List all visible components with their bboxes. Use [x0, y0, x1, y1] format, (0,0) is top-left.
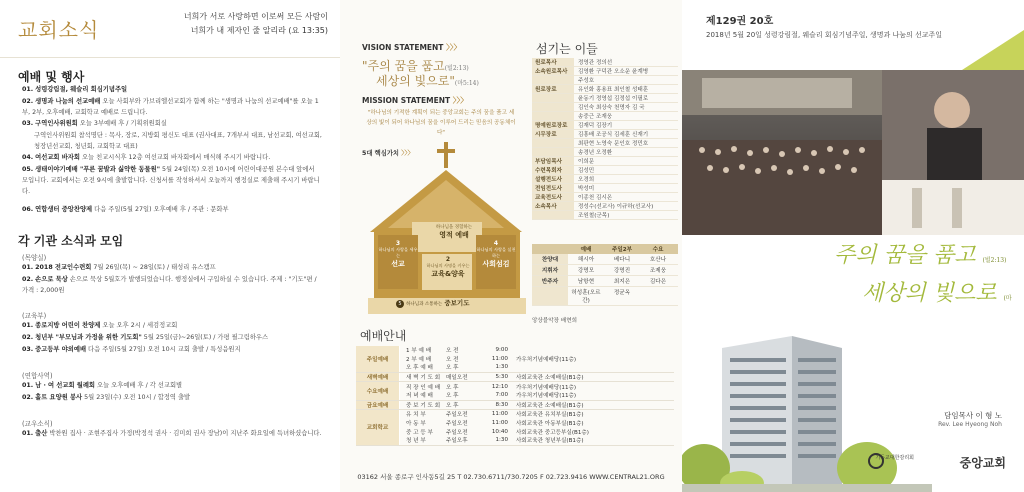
staff-row	[532, 85, 678, 94]
core-value-name: 선교	[391, 260, 405, 268]
group-item-body: 손으로 묵상 5월호가 발행되었습니다. 행정실에서 구입하실 수 있습니다. 주제 : "기도"편 / 가격 : 2,000원	[22, 276, 317, 294]
group-label: (목양실)	[22, 254, 47, 262]
worship-cell: 8:30	[495, 401, 508, 408]
worship-line	[400, 401, 674, 410]
worship-cell: 10:40	[491, 428, 508, 435]
staff-row	[532, 67, 678, 76]
worship-lines	[400, 410, 674, 444]
staff-role: 소속원로목사	[532, 67, 574, 75]
staff-names: 김흥배 조공식 김세훈 신재기	[578, 132, 649, 138]
news-item-body: 오늘 3부예배 후 / 기획위원회실	[77, 120, 167, 127]
vision-text: "주의 꿈을 품고	[362, 59, 445, 73]
bulletin-date: 2018년 5월 20일 성령강림절, 웨슬리 회심기념주일, 생명과 나눔의 선교주일	[706, 31, 942, 39]
staff-role: 전임전도사	[532, 184, 574, 192]
choir-cell: 김다은	[649, 279, 667, 285]
section-heading: 각 기관 소식과 모임	[18, 234, 124, 248]
worship-cell: 9:00	[495, 347, 508, 354]
pastor-name-english: Rev. Lee Hyeong Noh	[938, 421, 1002, 428]
group-item-body: 박찬원 집사 · 조현주집사 가정(박정석 권사 · 김미희 권사 장남)이 지난주 화요일에 득녀하셨습니다.	[47, 430, 322, 437]
vision-heading-text: VISION STATEMENT	[362, 43, 444, 52]
group-item-number: 01.	[22, 430, 34, 437]
news-item-number: 02.	[22, 98, 34, 105]
core-heading-text: 5대 핵심가치	[362, 150, 399, 157]
worship-cell: 오 후 예 배	[406, 365, 433, 372]
staff-row	[532, 175, 678, 184]
worship-cell: 2 부 예 배	[406, 356, 432, 363]
choir-row	[532, 287, 678, 306]
worship-line	[400, 355, 674, 364]
staff-role: 수련목회자	[532, 166, 574, 174]
choir-cell: 남항현	[577, 279, 595, 285]
staff-names: 이희문	[578, 159, 595, 165]
staff-role	[532, 76, 574, 84]
pastor-name: 담임목사 이 형 노	[944, 411, 1002, 420]
choir-cell: 조제웅	[649, 268, 667, 274]
worship-cell: 가우처기념예배당(11층)	[516, 384, 577, 391]
news-item-body: 오늘 사회부와 가브리엘선교회가 함께 하는 "생명과 나눔의 선교예배"를 오늘 1부, 2부, 오후예배, 교회학교 예배로 드립니다.	[22, 98, 319, 116]
group-item	[22, 428, 322, 439]
church-building-photo	[682, 318, 932, 492]
group-item	[22, 274, 322, 296]
choir-row	[532, 254, 678, 265]
worship-cell: 주일오전	[446, 412, 468, 419]
worship-cell: 중 보 기 도 회	[406, 402, 441, 409]
core-value-name: 교육&양육	[431, 270, 465, 278]
staff-names: 박성미	[578, 186, 595, 192]
group-item-body: 7월 26일(목) ~ 28일(토) / 태성리 유스캠프	[91, 264, 216, 271]
news-title: 교회소식	[18, 18, 100, 42]
worship-lines	[400, 373, 674, 382]
worship-cell: 사회교육관 청년부실(B1층)	[516, 438, 584, 445]
group-item-heading: 남 · 여 선교회 월례회	[35, 382, 95, 389]
staff-row	[532, 184, 678, 193]
core-value-1	[424, 224, 484, 240]
church-address-footer: 03162 서울 종로구 인사동5길 25 T 02.730.6711/730.7205 F 02.723.9416 WWW.CENTRAL21.ORG	[357, 473, 665, 481]
worship-cell: 12:10	[491, 383, 508, 390]
choir-header-cell	[532, 244, 568, 254]
staff-names: 김영환 구덕관 오소운 윤계병	[578, 69, 649, 75]
group-item-body: 오늘 오후예배 후 / 각 선교회별	[95, 382, 183, 389]
ensemble-note: 앙상블악장 배현희	[532, 318, 578, 324]
news-item-heading: 성령강림절, 웨슬리 회심기념주일	[35, 86, 128, 93]
core-value-2	[424, 256, 472, 279]
group-item-body: 오늘 오후 2시 / 세검정교회	[100, 322, 178, 329]
worship-cell: 저 녁 예 배	[406, 393, 433, 400]
staff-row	[532, 121, 678, 130]
worship-lines	[400, 382, 674, 399]
news-item-heading: 연합생터 중앙찬양제	[35, 206, 93, 213]
staff-role	[532, 139, 574, 147]
choir-header-cell: 수요	[652, 247, 664, 253]
choir-cell: 반주자	[532, 276, 568, 286]
staff-role: 원로장로	[532, 85, 574, 93]
choir-cell	[640, 287, 676, 305]
group-item-number: 02.	[22, 276, 34, 283]
group-item	[22, 320, 322, 331]
staff-names: 조원철(군목)	[578, 213, 610, 219]
staff-table	[532, 58, 678, 220]
mission-text: "하나님의 기적한 계획이 되는 중앙교회는 주의 꿈을 품고 세상의 빛이 되어 하나님의 꿈을 이루어 드리는 믿음의 공동체이다"	[366, 110, 516, 136]
worship-cell: 주일오후	[446, 438, 468, 445]
calligraphy-ref: (마	[1003, 295, 1012, 302]
worship-cell: 11:00	[491, 420, 508, 427]
vision-text: 세상의 빛으로"	[376, 74, 455, 88]
worship-cell: 오 후	[446, 384, 459, 391]
church-name: 중앙교회	[959, 456, 1006, 470]
staff-row	[532, 202, 678, 211]
group-label: (교우소식)	[22, 420, 53, 428]
group-item-heading: 손으로 묵상	[35, 276, 68, 283]
worship-cell: 5:30	[495, 374, 508, 381]
choir-cell: 지휘자	[532, 265, 568, 275]
news-item-body: 다음 주일(5월 27일) 오후예배 후 / 주관 : 문화부	[92, 206, 229, 213]
worship-cell: 오 전	[446, 348, 459, 355]
group-item-heading: 중고등부 야외예배	[35, 346, 87, 353]
news-item-number: 04.	[22, 154, 34, 161]
congregation-photo	[682, 70, 1024, 235]
choir-header-row	[532, 244, 678, 254]
staff-names: 오경희	[578, 177, 595, 183]
choir-cell	[532, 287, 568, 305]
worship-line	[400, 382, 674, 391]
staff-role: 시무장로	[532, 130, 574, 138]
staff-role	[532, 94, 574, 102]
worship-cell: 아 동 부	[406, 421, 426, 428]
worship-cell: 가우처기념예배당(11층)	[516, 393, 577, 400]
worship-cell: 사회교육관 소예배실(B1층)	[516, 375, 584, 382]
group-item	[22, 392, 322, 403]
news-item	[22, 164, 322, 197]
verse-line: 너희가 내 제자인 줄 알리라 (요 13:35)	[190, 26, 328, 35]
calligraphy-text: 세상의 빛으로	[862, 281, 997, 306]
group-item-number: 01.	[22, 382, 34, 389]
group-item-number: 03.	[22, 346, 34, 353]
calligraphy-text: 주의 꿈을 품고	[834, 243, 976, 268]
worship-group-row	[356, 401, 674, 411]
core-value-name: 사회섬김	[482, 260, 510, 268]
worship-cell: 사회교육관 아동부실(B1층)	[516, 421, 584, 428]
choir-row	[532, 265, 678, 276]
staff-role: 부담임목사	[532, 157, 574, 165]
staff-names: 김재덕 김장기	[578, 123, 613, 129]
choir-header-cell: 주일2부	[611, 247, 633, 253]
arrow-icon: 〉〉〉	[446, 43, 462, 52]
choir-cell: 강명모	[577, 268, 595, 274]
group-item-heading: 청년부 "부모님과 가정을 위한 기도회"	[35, 334, 142, 341]
worship-group-row	[356, 382, 674, 400]
core-value-name: 중보기도	[444, 299, 470, 307]
staff-names: 송경년 오정환	[578, 150, 613, 156]
staff-names: 최판현 노영숙 문인호 정민호	[578, 141, 649, 147]
group-item	[22, 262, 322, 273]
news-item-heading: 여선교회 바자회	[35, 154, 80, 161]
worship-schedule-table	[356, 346, 674, 446]
core-value-number: 3	[395, 240, 401, 247]
mission-heading	[362, 95, 468, 106]
staff-row	[532, 211, 678, 220]
staff-names: 김성민	[578, 168, 595, 174]
worship-cell: 1:30	[495, 437, 508, 444]
group-item-number: 02.	[22, 394, 34, 401]
worship-cell: 주일오전	[446, 421, 468, 428]
worship-cell: 유 치 부	[406, 412, 426, 419]
news-item	[22, 96, 322, 118]
group-item-body: 5월 23일(수) 오전 10시 / 합정역 출발	[82, 394, 191, 401]
news-panel	[0, 0, 340, 492]
staff-names: 윤동기 정영섭 김정섭 이필로	[578, 96, 649, 102]
choir-cell: 해시아	[577, 257, 595, 263]
staff-row	[532, 94, 678, 103]
worship-group-name: 금요예배	[356, 401, 400, 410]
staff-names: 정성수(선교사) 이규하(선교사)	[578, 204, 654, 210]
worship-group-row	[356, 373, 674, 383]
staff-role: 소속목사	[532, 202, 574, 210]
choir-header-cell: 예배	[580, 247, 592, 253]
staff-role: 교육전도사	[532, 193, 574, 201]
worship-cell: 사회교육관 소예배실(B1층)	[516, 402, 584, 409]
worship-lines	[400, 401, 674, 410]
core-value-desc: 하나님을 경험하는	[435, 225, 473, 230]
worship-cell: 오 후	[446, 402, 459, 409]
core-value-name: 영적 예배	[439, 231, 469, 239]
choir-row	[532, 276, 678, 287]
choir-table	[532, 244, 678, 306]
worship-cell: 1:30	[495, 364, 508, 371]
worship-lines	[400, 346, 674, 372]
staff-row	[532, 166, 678, 175]
core-value-number: 2	[445, 256, 451, 263]
staff-row	[532, 139, 678, 148]
staff-role: 원로목사	[532, 58, 574, 66]
staff-title: 섬기는 이들	[536, 42, 598, 56]
staff-role	[532, 112, 574, 120]
staff-names: 정영관 정의선	[578, 60, 613, 66]
staff-names: 이종천 김시온	[578, 195, 613, 201]
worship-line	[400, 427, 674, 436]
staff-row	[532, 76, 678, 85]
group-item-body: 5월 25일(금)~26일(토) / 가평 필그림하우스	[141, 334, 269, 341]
worship-cell: 11:00	[491, 355, 508, 362]
news-item-number: 05.	[22, 166, 34, 173]
worship-guide-title: 예배안내	[360, 329, 407, 343]
group-item	[22, 380, 322, 391]
choir-cell: 강명진	[613, 268, 631, 274]
worship-cell: 11:00	[491, 411, 508, 418]
staff-row	[532, 130, 678, 139]
core-value-number: 5	[396, 300, 404, 308]
news-item-body: 구역인사위원회 참석명단 : 목사, 장로, 지방회 평신도 대표 (권사대표, 7개부서 대표, 남선교회, 여선교회, 청장년선교회, 청년회, 교회학교 대표)	[34, 132, 322, 150]
core-value-3	[378, 240, 418, 269]
news-item-number: 06.	[22, 206, 34, 213]
news-item	[22, 204, 322, 215]
worship-line	[400, 391, 674, 400]
worship-line	[400, 436, 674, 445]
worship-line	[400, 410, 674, 419]
staff-names: 주성호	[578, 78, 595, 84]
worship-cell: 중 고 등 부	[406, 429, 433, 436]
choir-cell: 허성훈(오르간)	[571, 290, 601, 304]
core-value-desc: 하나님의 사랑을 세우는	[378, 247, 418, 258]
staff-names: 유인화 홍용표 최인철 성태훈	[578, 87, 649, 93]
news-item	[22, 152, 322, 163]
core-value-desc: 하나님과 소통하는	[406, 302, 443, 307]
worship-cell: 사회교육관 중고등부실(B1층)	[516, 429, 589, 436]
worship-group-row	[356, 346, 674, 373]
mission-panel	[340, 0, 682, 492]
worship-group-row	[356, 410, 674, 445]
worship-group-name: 수요예배	[356, 382, 400, 399]
worship-line	[400, 346, 674, 355]
worship-cell: 가우처기념예배당(11층)	[516, 356, 577, 363]
worship-cell: 매일오전	[446, 375, 468, 382]
group-item-heading: 2018 전교인수련회	[35, 264, 92, 271]
core-value-desc: 하나님의 사랑을 실천하는	[476, 247, 516, 258]
worship-cell: 주일오전	[446, 429, 468, 436]
worship-cell: 오 후	[446, 365, 459, 372]
news-item	[22, 118, 322, 129]
group-item-body: 다음 주일(5월 27일) 오전 10시 교회 출발 / 특성음원지	[86, 346, 241, 353]
worship-line	[400, 373, 674, 382]
vision-ref: (빌2:13)	[444, 65, 469, 72]
staff-role	[532, 103, 574, 111]
core-value-5	[396, 298, 496, 308]
staff-role: 설행전도사	[532, 175, 574, 183]
core-value-4	[476, 240, 516, 269]
section-heading: 예배 및 행사	[18, 70, 85, 84]
news-verse	[184, 10, 328, 38]
worship-group-name: 새벽예배	[356, 373, 400, 382]
news-item-body: 오늘 친교시식후 12층 여선교회 바자회에서 매식해 주시기 바랍니다.	[79, 154, 271, 161]
volume-number: 제129권 20호	[706, 16, 774, 27]
worship-cell: 새 벽 기 도 회	[406, 375, 441, 382]
calligraphy-ref: (빌2:13)	[982, 257, 1007, 264]
worship-cell: 청 년 부	[406, 438, 426, 445]
worship-line	[400, 363, 674, 372]
choir-cell: 호산나	[649, 257, 667, 263]
core-value-number: 4	[493, 240, 499, 247]
staff-row	[532, 148, 678, 157]
news-item-heading: 생명과 나눔의 선교예배	[35, 98, 101, 105]
staff-role	[532, 148, 574, 156]
worship-cell: 7:00	[495, 392, 508, 399]
choir-cell: 베다니	[613, 257, 631, 263]
staff-row	[532, 58, 678, 67]
worship-cell: 직 장 인 예 배	[406, 384, 441, 391]
staff-role	[532, 211, 574, 219]
worship-cell: 오 전	[446, 356, 459, 363]
staff-names: 김인숙 최상숙 천명자 김 국	[578, 105, 645, 111]
news-item	[22, 84, 322, 95]
arrow-icon: 〉〉〉	[452, 96, 468, 105]
group-item-heading: 출산	[35, 430, 48, 437]
choir-cell: 찬양대	[532, 254, 568, 264]
staff-row	[532, 157, 678, 166]
staff-row	[532, 112, 678, 121]
worship-cell: 사회교육관 유치부실(B1층)	[516, 412, 584, 419]
worship-line	[400, 419, 674, 428]
choir-cell: 최지은	[613, 279, 631, 285]
news-item-body: 5월 24일(목) 오전 10시에 어린이대공원 본수대 앞에서 모입니다. 교회에서는 오전 9시에 출발합니다. 신청서를 작성하셔서 오늘까지 행정실로 제출해 주시기 바랍니다.	[22, 166, 320, 195]
group-item-heading: 홀트 요양원 봉사	[35, 394, 83, 401]
arrow-icon: 〉〉〉	[401, 150, 414, 157]
vision-ref: (마5:14)	[454, 80, 479, 87]
news-header	[0, 0, 340, 58]
verse-line: 너희가 서로 사랑하면 이로써 모든 사람이	[183, 12, 328, 21]
group-item	[22, 332, 322, 343]
news-item-number: 01.	[22, 86, 34, 93]
news-item-heading: 생태이야기예배 "푸른 꿈발과 싫약한 동물원"	[35, 166, 160, 173]
staff-names: 송중근 조재웅	[578, 114, 613, 120]
group-label: (연합사역)	[22, 372, 53, 380]
news-item-heading: 구역인사위원회	[35, 120, 78, 127]
group-label: (교육부)	[22, 312, 47, 320]
vision-line-2	[376, 72, 479, 89]
news-item	[34, 130, 324, 152]
worship-cell: 1 부 예 배	[406, 348, 432, 355]
cross-icon	[437, 142, 455, 168]
mission-heading-text: MISSION STATEMENT	[362, 96, 451, 105]
cover-decorative-triangle	[962, 0, 1024, 70]
group-item-number: 01.	[22, 264, 34, 271]
staff-row	[532, 103, 678, 112]
group-item	[22, 344, 322, 355]
staff-role: 명예원로장로	[532, 121, 574, 129]
group-item-number: 02.	[22, 334, 34, 341]
group-item-heading: 종로지방 어린이 찬양제	[35, 322, 101, 329]
staff-row	[532, 193, 678, 202]
cover-panel	[682, 0, 1024, 492]
news-item-number: 03.	[22, 120, 34, 127]
core-value-desc: 하나님의 사명을 키우는	[426, 263, 470, 268]
worship-cell: 오 후	[446, 393, 459, 400]
worship-group-name: 주일예배	[356, 346, 400, 372]
cover-calligraphy-1	[834, 238, 1006, 269]
denomination: 기독교대한감리회	[875, 455, 914, 461]
vision-heading	[362, 42, 461, 53]
choir-cell: 정균옥	[613, 290, 631, 296]
worship-group-name: 교회학교	[356, 410, 400, 444]
pastor-info	[938, 410, 1002, 428]
group-item-number: 01.	[22, 322, 34, 329]
